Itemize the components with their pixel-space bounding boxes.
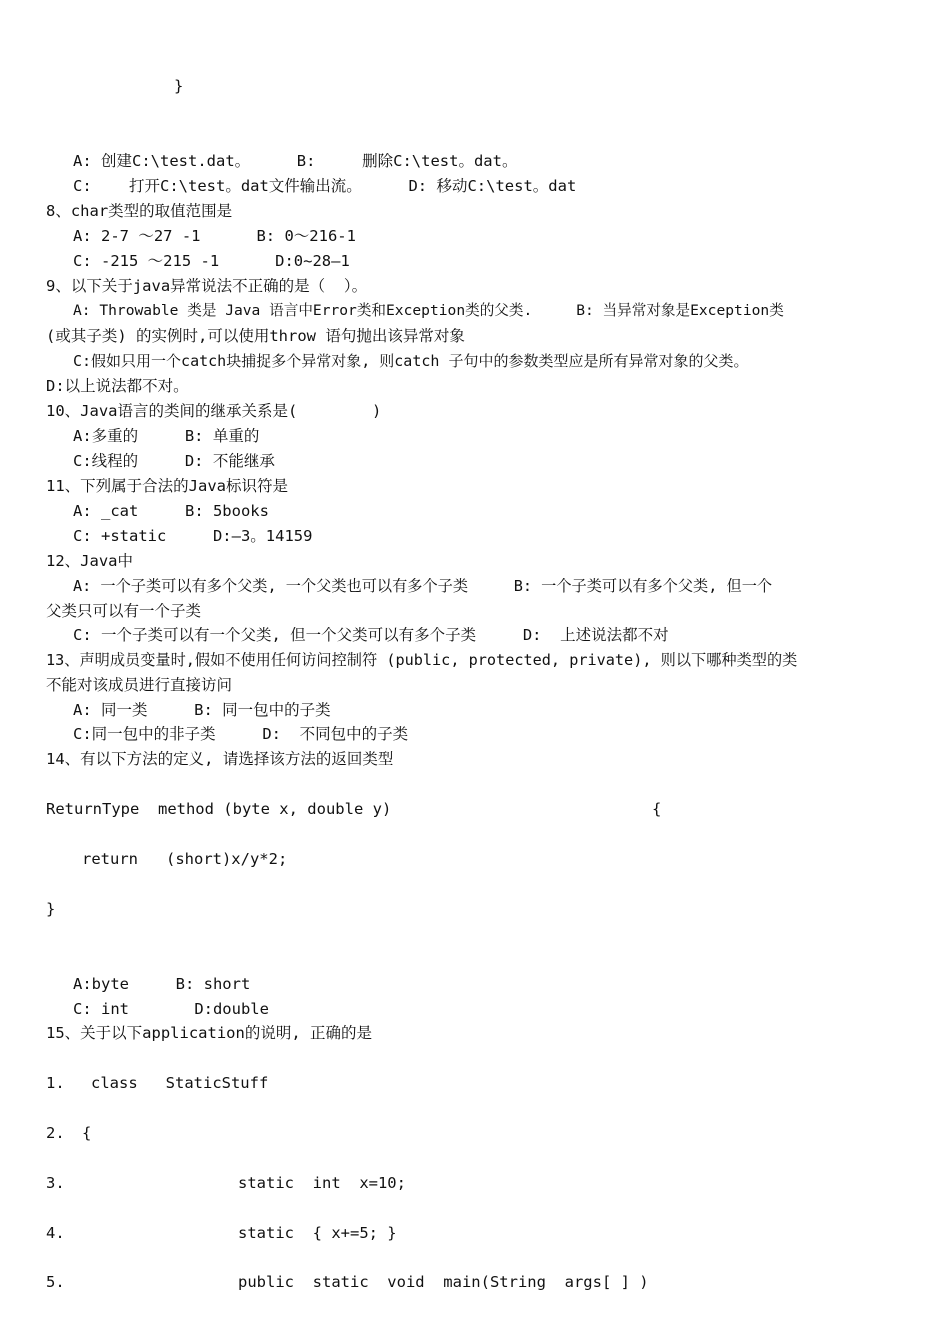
q10-options-ab: A:多重的 B: 单重的 — [73, 427, 260, 445]
q15-code-line-number: 3. — [46, 1174, 65, 1192]
q15-stem: 15、关于以下application的说明, 正确的是 — [46, 1024, 372, 1042]
q14-stem: 14、有以下方法的定义, 请选择该方法的返回类型 — [46, 750, 394, 768]
q10-stem: 10、Java语言的类间的继承关系是( ) — [46, 402, 382, 420]
q14-code-signature: ReturnType method (byte x, double y) — [46, 800, 392, 818]
q9-option-c: C:假如只用一个catch块捕捉多个异常对象, 则catch 子句中的参数类型应是所有异常对象的父类。 — [73, 352, 749, 370]
q12-stem: 12、Java中 — [46, 552, 133, 570]
q11-stem: 11、下列属于合法的Java标识符是 — [46, 477, 288, 495]
q8-stem: 8、char类型的取值范围是 — [46, 202, 233, 220]
q15-code-line: public static void main(String args[ ] ) — [238, 1273, 649, 1291]
q13-options-ab: A: 同一类 B: 同一包中的子类 — [73, 701, 331, 719]
q11-options-cd: C: +static D:—3。14159 — [73, 527, 313, 545]
q7-options-cd: C: 打开C:\test。dat文件输出流。 D: 移动C:\test。dat — [73, 177, 577, 195]
q12-option-b-continued: 父类只可以有一个子类 — [46, 602, 202, 620]
q13-options-cd: C:同一包中的非子类 D: 不同包中的子类 — [73, 725, 409, 743]
q14-code-close-brace: } — [46, 900, 56, 918]
q13-stem: 13、声明成员变量时,假如不使用任何访问控制符 (public, protected, private), 则以下哪种类型的类 — [46, 651, 798, 669]
q15-code-line: { — [82, 1124, 92, 1142]
q10-options-cd: C:线程的 D: 不能继承 — [73, 452, 275, 470]
q15-code-line-number: 2. — [46, 1124, 65, 1142]
q14-options-cd: C: int D:double — [73, 1000, 269, 1018]
q14-options-ab: A:byte B: short — [73, 975, 251, 993]
q9-option-a: A: Throwable 类是 Java 语言中Error类和Exception类的父类. B: 当异常对象是Exception类 — [73, 302, 784, 319]
q9-stem: 9、以下关于java异常说法不正确的是（ ）。 — [46, 277, 368, 295]
q14-code-open-brace: { — [652, 800, 662, 818]
q13-stem-continued: 不能对该成员进行直接访问 — [46, 676, 233, 694]
q15-code-line-number: 4. — [46, 1224, 65, 1242]
q15-code-line-number: 5. — [46, 1273, 65, 1291]
q15-code-line: class StaticStuff — [91, 1074, 269, 1092]
q12-option-a: A: 一个子类可以有多个父类, 一个父类也可以有多个子类 B: 一个子类可以有多个父类, 但一个 — [73, 577, 773, 595]
q8-options-ab: A: 2-7 ～27 -1 B: 0～216-1 — [73, 227, 356, 245]
q7-options-ab: A: 创建C:\test.dat。 B: 删除C:\test。dat。 — [73, 152, 518, 170]
q15-code-line: static { x+=5; } — [238, 1224, 397, 1242]
q15-code-line: static int x=10; — [238, 1174, 406, 1192]
closing-brace: } — [174, 77, 184, 95]
q14-code-return: return (short)x/y*2; — [82, 850, 288, 868]
q15-code-line-number: 1. — [46, 1074, 65, 1092]
q8-options-cd: C: -215 ～215 -1 D:0~28—1 — [73, 252, 350, 270]
q9-option-b-continued: (或其子类) 的实例时,可以使用throw 语句抛出该异常对象 — [46, 327, 465, 345]
q11-options-ab: A: _cat B: 5books — [73, 502, 269, 520]
q12-options-cd: C: 一个子类可以有一个父类, 但一个父类可以有多个子类 D: 上述说法都不对 — [73, 626, 669, 644]
q9-option-d: D:以上说法都不对。 — [46, 377, 189, 395]
